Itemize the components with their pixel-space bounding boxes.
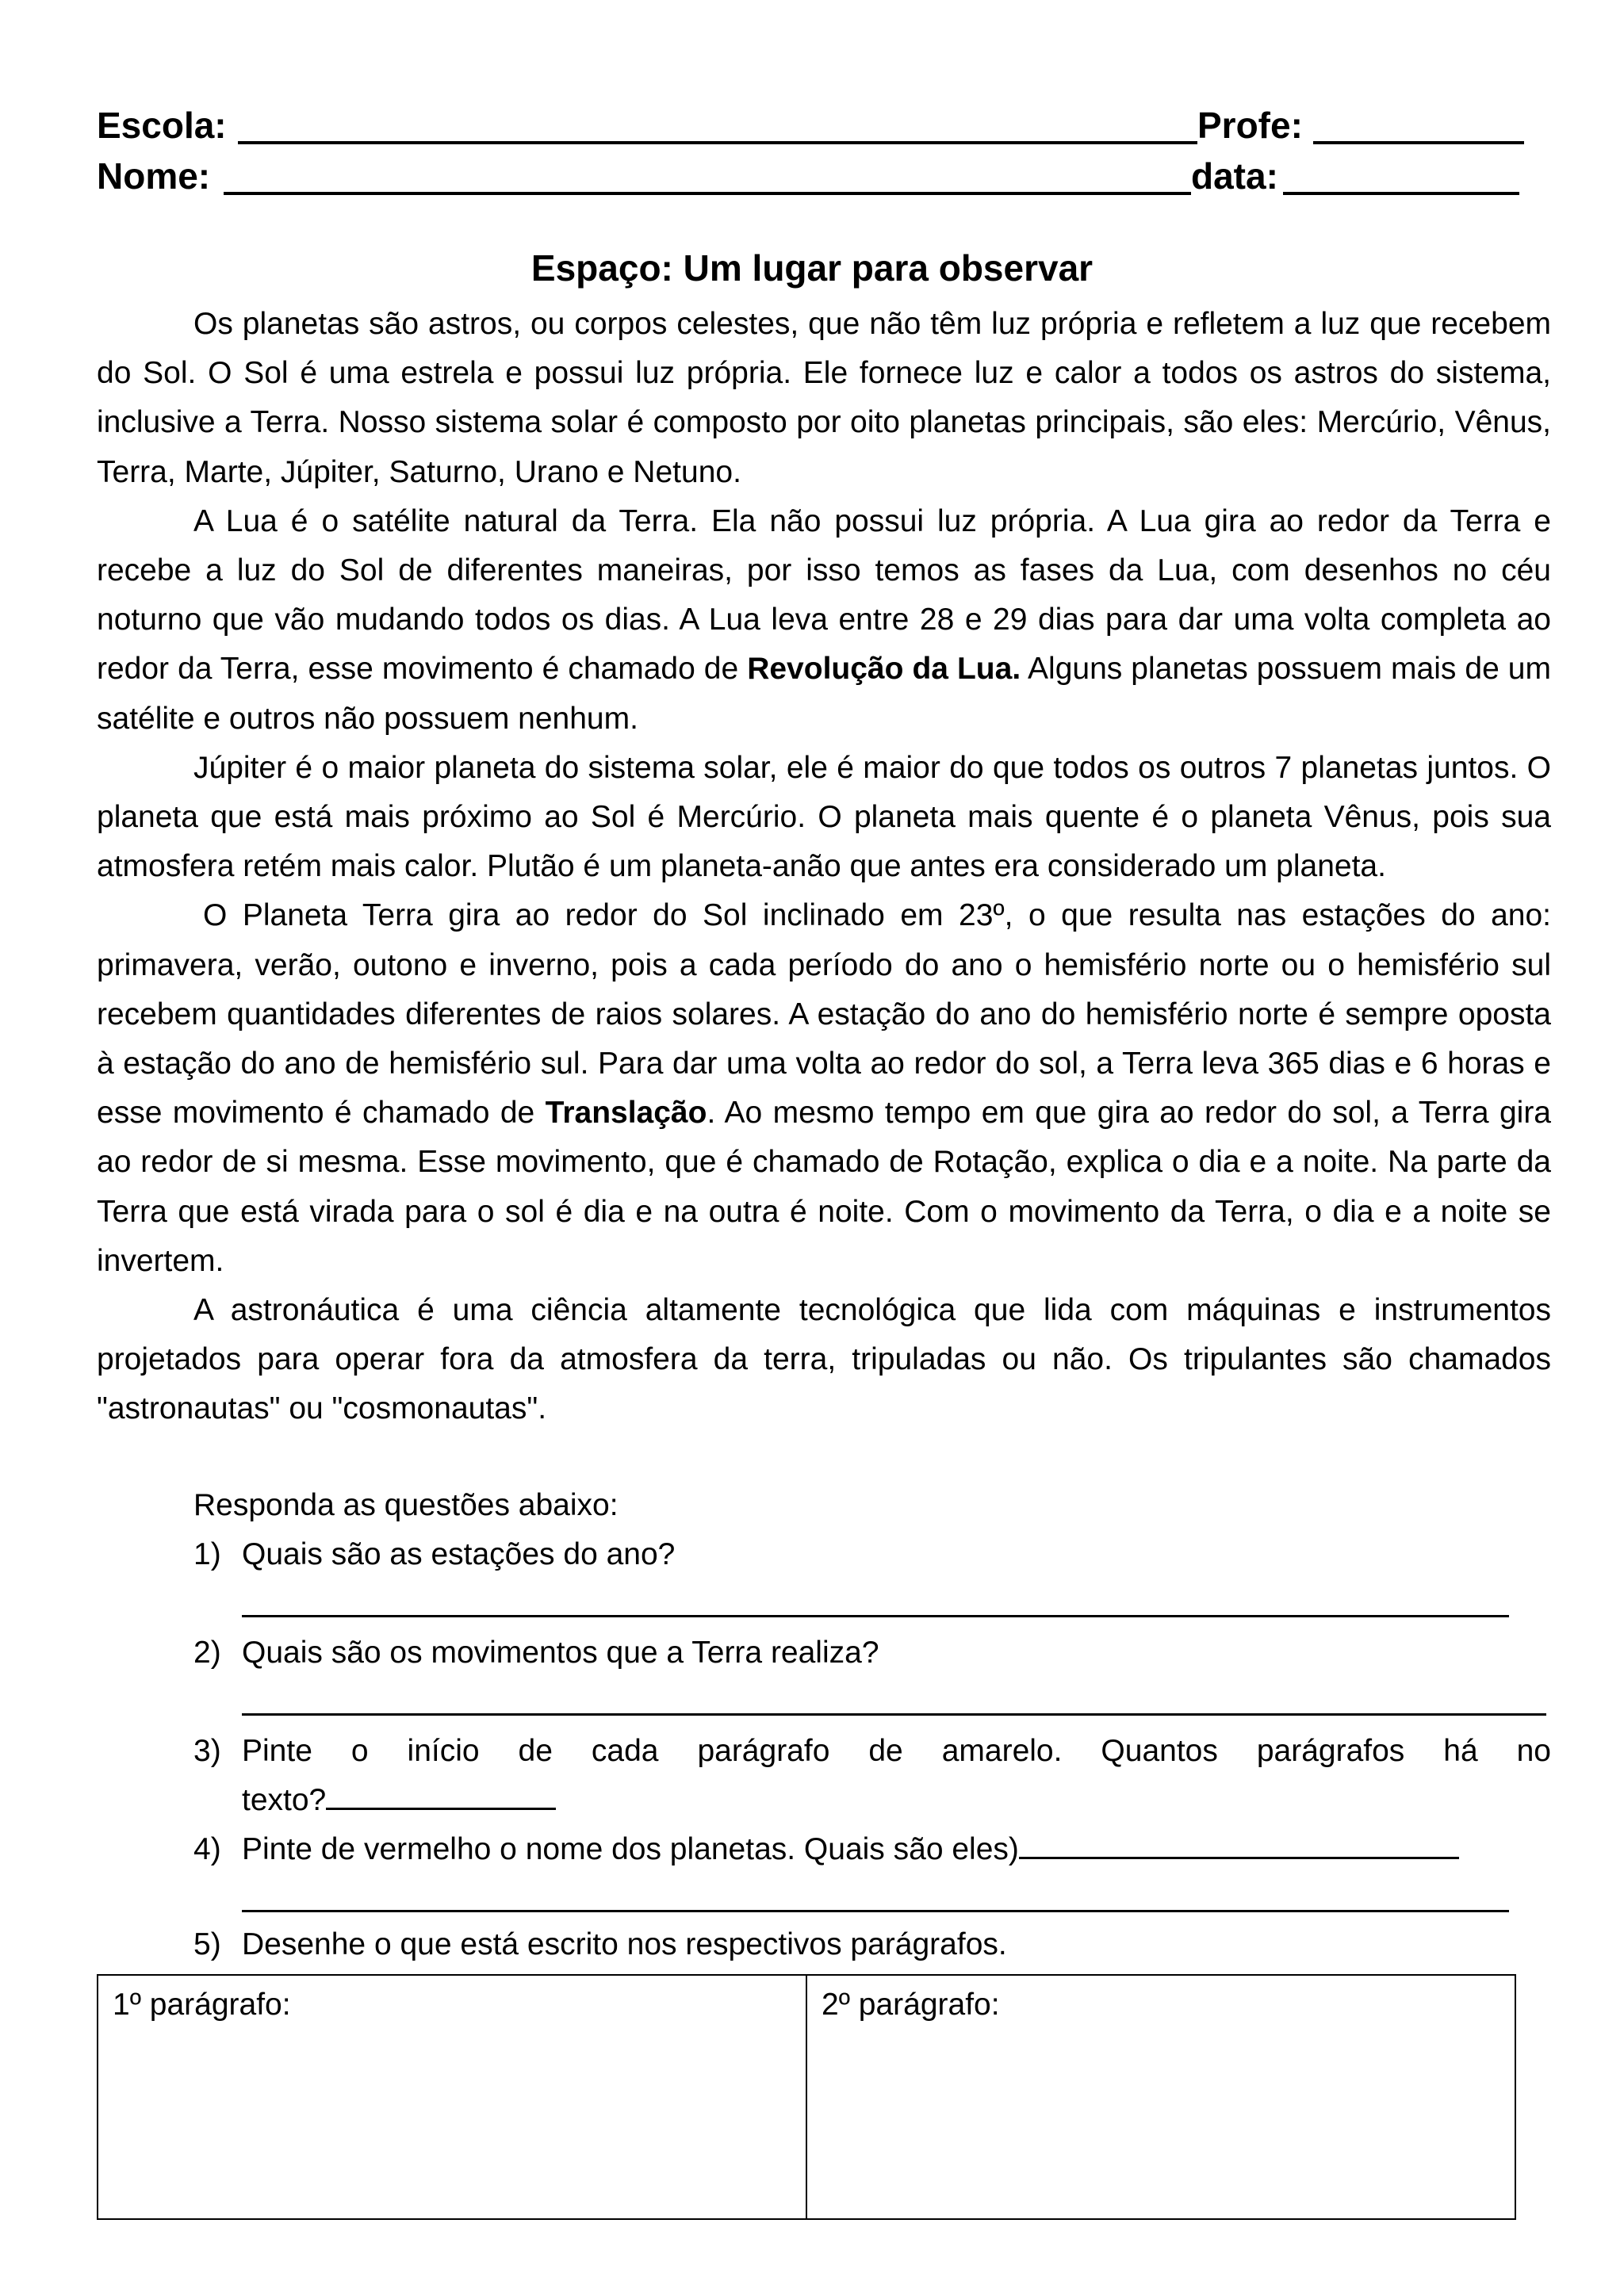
answer-blank-3[interactable]	[326, 1784, 556, 1810]
date-field[interactable]	[1283, 154, 1519, 198]
name-field[interactable]	[224, 154, 1191, 198]
question-text: Desenhe o que está escrito nos respectivos parágrafos.	[242, 1927, 1007, 1961]
school-label: Escola:	[97, 105, 227, 146]
question-text: Quais são os movimentos que a Terra realiza?	[242, 1636, 879, 1670]
name-row	[97, 154, 210, 198]
answer-line-2[interactable]	[97, 1678, 1551, 1727]
questions-section	[97, 1481, 1551, 1969]
question-4	[97, 1825, 1551, 1874]
paragraph-4-text-a: O Planeta Terra gira ao redor do Sol inclinado em 23º, o que resulta nas estações do ano: primavera, verão, outono e inverno, pois a cada período do ano o hemisfério norte ou o hemisfério sul recebem quantidades diferentes de raios solares. A estação do ano do hemisfério norte é sempre oposta à estação do ano de hemisfério sul. Para dar uma volta ao redor do sol, a Terra leva 365 dias e 6 horas e esse movimento é chamado de	[97, 898, 1551, 1131]
drawing-cell-2[interactable]	[806, 1976, 1515, 2218]
paragraph-4-bold: Translação	[545, 1096, 707, 1131]
question-5	[97, 1920, 1551, 1969]
paragraph-2	[97, 497, 1551, 744]
paragraph-4-text-b: . Ao mesmo tempo em que gira ao redor do sol, a Terra gira ao redor de si mesma. Esse movimento, que é chamado de Rotação, explica o dia e a noite. Na parte da Terra que está virada para o sol é dia e na outra é noite. Com o movimento da Terra, o dia e a noite se invertem.	[97, 1096, 1551, 1278]
school-field[interactable]	[238, 103, 1197, 147]
question-3	[97, 1727, 1551, 1776]
questions-intro: Responda as questões abaixo:	[193, 1488, 619, 1522]
paragraph-5: A astronáutica é uma ciência altamente tecnológica que lida com máquinas e instrumentos projetados para operar fora da atmosfera da terra, tripuladas ou não. Os tripulantes são chamados "astronautas" ou "cosmonautas".	[97, 1293, 1551, 1426]
question-number: 4)	[193, 1832, 221, 1866]
paragraph-1: Os planetas são astros, ou corpos celestes, que não têm luz própria e refletem a luz que recebem do Sol. O Sol é uma estrela e possui luz própria. Ele fornece luz e calor a todos os astros do sistema, inclusive a Terra. Nosso sistema solar é composto por oito planetas principais, são eles: Mercúrio, Vênus, Terra, Marte, Júpiter, Saturno, Urano e Netuno.	[97, 307, 1551, 489]
question-number: 5)	[193, 1927, 221, 1961]
school-row	[97, 103, 227, 147]
date-row	[1191, 154, 1278, 198]
drawing-cell-1[interactable]	[98, 1976, 806, 2218]
question-text: Pinte o início de cada parágrafo de amarelo. Quantos parágrafos há no	[242, 1734, 1551, 1768]
paragraph-4	[97, 891, 1551, 1286]
question-text: Pinte de vermelho o nome dos planetas. Quais são eles)	[242, 1832, 1019, 1866]
question-1	[97, 1530, 1551, 1579]
question-number: 1)	[193, 1537, 221, 1571]
paragraph-2-bold: Revolução da Lua.	[747, 652, 1021, 687]
question-number: 2)	[193, 1636, 221, 1670]
teacher-row	[1197, 103, 1303, 147]
text-body	[97, 300, 1551, 1434]
question-number: 3)	[193, 1734, 221, 1768]
paragraph-2-text-a: A Lua é o satélite natural da Terra. Ela não possui luz própria. A Lua gira ao redor da Terra e recebe a luz do Sol de diferentes maneiras, por isso temos as fases da Lua, com desenhos no céu noturno que vão mudando todos os dias. A Lua leva entre 28 e 29 dias para dar uma volta completa ao redor da Terra, esse movimento é chamado de	[97, 503, 1551, 687]
answer-blank-4[interactable]	[1019, 1833, 1459, 1859]
teacher-label: Profe:	[1197, 105, 1303, 146]
name-label: Nome:	[97, 155, 211, 197]
paragraph-3: Júpiter é o maior planeta do sistema solar, ele é maior do que todos os outros 7 planetas juntos. O planeta que está mais próximo ao Sol é Mercúrio. O planeta mais quente é o planeta Vênus, pois sua atmosfera retém mais calor. Plutão é um planeta-anão que antes era considerado um planeta.	[97, 750, 1551, 884]
teacher-field[interactable]	[1313, 103, 1524, 147]
question-3-cont	[97, 1776, 1551, 1825]
answer-line-1[interactable]	[97, 1579, 1551, 1628]
question-text: Quais são as estações do ano?	[242, 1537, 676, 1571]
drawing-table	[97, 1974, 1516, 2220]
drawing-cell-label: 2º parágrafo:	[822, 1988, 1000, 2022]
drawing-cell-label: 1º parágrafo:	[113, 1988, 291, 2022]
answer-line-4[interactable]	[97, 1874, 1551, 1923]
question-2	[97, 1628, 1551, 1678]
question-text-cont: texto?	[242, 1783, 327, 1817]
page-title: Espaço: Um lugar para observar	[530, 247, 1094, 289]
date-label: data:	[1191, 155, 1278, 197]
paragraph-2-text-b: Alguns planetas possuem mais de um satélite e outros não possuem nenhum.	[97, 652, 1551, 736]
